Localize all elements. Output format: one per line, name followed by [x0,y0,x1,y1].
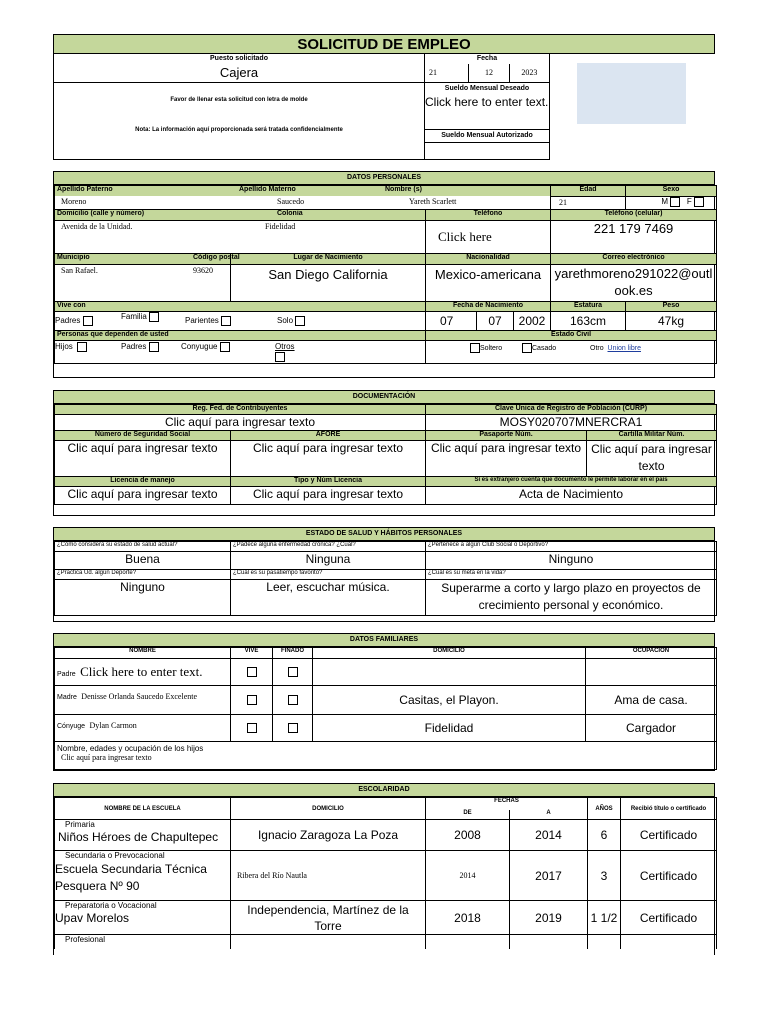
vive-options [55,311,426,330]
col-edu-domicilio: DOMICILIO [231,798,426,820]
col-anios: AÑOS [588,798,621,820]
civil-options [426,340,717,363]
health-q1: ¿Cómo considera su estado de salud actual? [55,542,231,552]
family-row-conyuge [55,715,717,742]
civil-label: Estado Civil [426,330,717,340]
correo-label: Correo electrónico [551,253,717,264]
vive-solo-checkbox[interactable] [295,316,305,326]
health-q6: ¿Cuál es su meta en la vida? [426,570,717,580]
fnac-label: Fecha de Nacimiento [426,301,551,311]
cp-label: Código postal [193,253,240,261]
domicilio-value[interactable]: Avenida de la Unidad. [61,221,133,231]
vive-label: Vive con [55,301,426,311]
madre-value[interactable]: Denisse Orlanda Saucedo Excelente [81,692,198,701]
sueldo-autorizado-label: Sueldo Mensual Autorizado [425,130,549,143]
celular-value[interactable]: 221 179 7469 [551,220,717,253]
edu-de-value[interactable]: 2018 [426,901,510,935]
vive-solo-label: Solo [277,315,294,325]
peso-label: Peso [626,301,717,311]
edu-de-value[interactable]: 2014 [426,851,510,901]
edu-anios-value[interactable] [588,935,621,949]
nivel-label: Profesional [65,935,106,944]
nombre-label: Nombre (s) [385,186,422,193]
health-q2: ¿Padece alguna enfermedad crónica? ¿Cuál? [231,542,426,552]
edu-titulo-value[interactable] [621,935,717,949]
nombre-value[interactable]: Yareth Scarlett [409,197,457,206]
fnac-anio[interactable]: 2002 [518,313,546,328]
dependen-options [55,340,426,363]
conyuge-label: Cónyuge [57,723,86,730]
health-q3: ¿Pertenece a algún Club Social o Deportivo? [426,542,717,552]
health-q4: ¿Practica Ud. algún Deporte? [55,570,231,580]
col-finado: FINADO [273,648,313,659]
vive-padres-label: Padres [55,315,81,325]
nacionalidad-value[interactable]: Mexico-americana [426,264,551,301]
padre-finado-checkbox[interactable] [288,667,298,677]
licencia-label: Licencia de manejo [55,477,231,487]
health-a6[interactable]: Superarme a corto y largo plazo en proyectos de crecimiento personal y económico. [426,580,717,616]
sexo-f-label: F [686,196,692,206]
edad-value[interactable]: 21 [551,196,626,209]
col-fechas: FECHAS [426,798,588,810]
instructions-text: Favor de llenar esta solicitud con letra de molde [170,97,308,103]
escuela-value[interactable]: Escuela Secundaria Técnica Pesquera Nº 90 [55,862,207,893]
edu-row-secundaria [55,851,717,901]
col-domicilio: DOMICILIO [313,648,586,659]
municipio-value[interactable]: San Rafael. [61,265,98,275]
tipo-licencia-label: Tipo y Núm Licencia [231,477,426,487]
conyuge-value[interactable]: Dylan Carmon [89,721,137,730]
cartilla-value[interactable]: Clic aquí para ingresar texto [587,441,717,477]
col-nombre: NOMBRE [55,648,231,659]
sexo-f-checkbox[interactable] [694,197,704,207]
tipo-licencia-value[interactable]: Clic aquí para ingresar texto [231,487,426,505]
nacionalidad-label: Nacionalidad [426,253,551,264]
madre-label: Madre [57,694,77,701]
madre-ocupacion[interactable]: Ama de casa. [586,686,717,715]
dep-padres-label: Padres [121,341,147,351]
family-section [53,633,715,771]
conyuge-finado-checkbox[interactable] [288,723,298,733]
header-left-block [53,54,425,160]
nivel-label: Preparatoria o Vocacional [65,901,157,910]
health-section [53,527,715,622]
education-section [53,783,715,955]
dep-hijos-checkbox[interactable] [77,342,87,352]
nss-value[interactable]: Clic aquí para ingresar texto [55,441,231,477]
cp-value[interactable]: 93620 [193,265,213,275]
edu-de-value[interactable]: 2008 [426,820,510,851]
personal-data-section [53,171,715,378]
domicilio-label: Domicilio (calle y número) [57,209,145,217]
dep-otros-label: Otros [275,341,295,351]
health-a3[interactable]: Ninguno [426,552,717,570]
colonia-value[interactable]: Fidelidad [265,221,296,231]
edu-de-value[interactable] [426,935,510,949]
header-section [53,34,715,160]
dependen-label: Personas que dependen de usted [55,330,426,340]
padre-ocupacion[interactable] [586,659,717,686]
colonia-label: Colonia [277,209,303,217]
civil-soltero-label: Soltero [480,344,503,352]
family-row-madre [55,686,717,715]
domicilio-labels [55,209,426,220]
hijos-value[interactable]: Clic aquí para ingresar texto [61,753,152,762]
curp-value[interactable]: MOSY020707MNERCRA1 [426,415,717,431]
peso-value[interactable]: 47kg [626,311,717,330]
padre-domicilio[interactable] [313,659,586,686]
padre-value[interactable]: Click here to enter text. [80,664,203,679]
escuela-value[interactable]: Niños Héroes de Chapultepec [58,830,219,844]
afore-value[interactable]: Clic aquí para ingresar texto [231,441,426,477]
col-titulo: Recibió título o certificado [621,798,717,820]
vive-parientes-checkbox[interactable] [221,316,231,326]
education-title: ESCOLARIDAD [54,784,714,797]
civil-union-value[interactable]: Union libre [607,344,641,352]
nivel-label: Primaria [65,820,95,829]
col-a: A [510,810,588,820]
fecha-row [425,64,549,83]
family-row-hijos [55,742,717,770]
names-labels [55,186,551,197]
vive-padres-checkbox[interactable] [83,316,93,326]
escuela-value[interactable]: Upav Morelos [55,911,130,925]
col-escuela: NOMBRE DE LA ESCUELA [55,798,231,820]
edad-label: Edad [551,186,626,197]
apellido-materno-label: Apellido Materno [239,186,296,193]
civil-casado-checkbox[interactable] [522,343,532,353]
apellido-paterno-label: Apellido Paterno [57,186,113,193]
col-vive: VIVE [231,648,273,659]
padre-label: Padre [57,671,76,678]
extranjero-value[interactable]: Acta de Nacimiento [426,487,717,505]
edu-titulo-value[interactable]: Certificado [621,820,717,851]
domicilio-values [55,220,426,253]
nss-label: Número de Seguridad Social [55,431,231,441]
personal-data-title: DATOS PERSONALES [54,172,714,185]
telefono-value[interactable]: Click here [426,220,551,253]
vive-familia-label: Familia [121,311,147,321]
fnac-values [426,311,551,330]
conyuge-ocupacion[interactable]: Cargador [586,715,717,742]
dep-padres-checkbox[interactable] [149,342,159,352]
municipio-labels [55,253,240,264]
fecha-dia[interactable]: 21 [425,64,469,82]
health-a1[interactable]: Buena [55,552,231,570]
sexo-m-checkbox[interactable] [670,197,680,207]
correo-value[interactable]: yarethmoreno291022@outlook.es [551,264,717,301]
family-row-padre [55,659,717,686]
padre-vive-checkbox[interactable] [247,667,257,677]
madre-finado-checkbox[interactable] [288,695,298,705]
page-title: SOLICITUD DE EMPLEO [53,34,715,54]
edu-row-profesional [55,935,717,949]
documentation-title: DOCUMENTACIÓN [54,391,714,404]
estatura-label: Estatura [551,301,626,311]
curp-label: Clave Única de Registro de Población (CURP) [426,405,717,415]
fecha-mes[interactable]: 12 [469,64,509,82]
extranjero-label: Si es extranjero cuenta que documento le permite laborar en el país [426,477,717,487]
photo-box [577,63,686,124]
civil-casado-label: Casado [532,344,557,352]
edu-domicilio-value[interactable]: Ignacio Zaragoza La Poza [231,820,426,851]
madre-vive-checkbox[interactable] [247,695,257,705]
sueldo-deseado-label: Sueldo Mensual Deseado [444,85,530,92]
edu-anios-value[interactable]: 6 [588,820,621,851]
edu-anios-value[interactable]: 1 1/2 [588,901,621,935]
dep-hijos-label: Hijos [55,341,73,351]
pasaporte-label: Pasaporte Núm. [426,431,587,441]
conyuge-domicilio[interactable]: Fidelidad [313,715,586,742]
fecha-label: Fecha [476,55,498,62]
sueldo-deseado-value[interactable]: Click here to enter text. [425,94,549,130]
fnac-mes[interactable]: 07 [477,312,514,330]
names-values [55,196,551,209]
sexo-label: Sexo [626,186,717,197]
pasaporte-value[interactable]: Clic aquí para ingresar texto [426,441,587,477]
health-a2[interactable]: Ninguna [231,552,426,570]
fnac-dia[interactable]: 07 [426,312,477,330]
documentation-section [53,390,715,516]
health-q5: ¿Cuál es su pasatiempo favorito? [231,570,426,580]
health-a4[interactable]: Ninguno [55,580,231,616]
municipio-values [55,264,231,301]
apellido-materno-value[interactable]: Saucedo [277,197,305,206]
col-de: DE [426,810,510,820]
afore-label: AFORE [231,431,426,441]
header-right-block [424,54,550,160]
edu-titulo-value[interactable]: Certificado [621,901,717,935]
dep-conyugue-checkbox[interactable] [220,342,230,352]
cartilla-label: Cartilla Militar Núm. [587,431,717,441]
edu-a-value[interactable] [510,935,588,949]
licencia-value[interactable]: Clic aquí para ingresar texto [55,487,231,505]
health-title: ESTADO DE SALUD Y HÁBITOS PERSONALES [54,528,714,541]
madre-domicilio[interactable]: Casitas, el Playon. [313,686,586,715]
rfc-value[interactable]: Clic aquí para ingresar texto [55,415,426,431]
edu-a-value[interactable]: 2019 [510,901,588,935]
telefono-label: Teléfono [426,209,551,220]
health-a5[interactable]: Leer, escuchar música. [231,580,426,616]
puesto-label: Puesto solicitado [210,55,268,62]
dep-conyugue-label: Conyugue [181,341,218,351]
puesto-value[interactable]: Cajera [54,64,424,83]
vive-parientes-label: Parientes [185,315,219,325]
estatura-value[interactable]: 163cm [551,311,626,330]
conyuge-vive-checkbox[interactable] [247,723,257,733]
confidential-note: Nota: La información aquí proporcionada será tratada confidencialmente [135,127,343,133]
civil-otro-label: Otro [590,344,604,352]
edu-a-value[interactable]: 2017 [510,851,588,901]
dep-otros-checkbox[interactable] [275,352,285,362]
edu-domicilio-value[interactable] [231,935,426,949]
edu-anios-value[interactable]: 3 [588,851,621,901]
fecha-anio[interactable]: 2023 [521,68,538,77]
rfc-label: Reg. Fed. de Contribuyentes [55,405,426,415]
apellido-paterno-value[interactable]: Moreno [61,197,87,206]
sexo-m-label: M [661,196,668,206]
nivel-label: Secundaria o Prevocacional [65,851,165,860]
vive-familia-checkbox[interactable] [149,312,159,322]
family-title: DATOS FAMILIARES [54,634,714,647]
edu-row-preparatoria [55,901,717,935]
col-ocupacion: OCUPACIÓN [586,648,717,659]
lugar-value[interactable]: San Diego California [231,264,426,301]
edu-domicilio-value[interactable]: Independencia, Martínez de la Torre [231,901,426,935]
municipio-label: Municipio [57,253,90,261]
hijos-label: Nombre, edades y ocupación de los hijos [57,744,204,753]
edu-a-value[interactable]: 2014 [510,820,588,851]
edu-domicilio-value[interactable]: Ribera del Río Nautla [231,851,426,901]
edu-row-primaria [55,820,717,851]
edu-titulo-value[interactable]: Certificado [621,851,717,901]
civil-soltero-checkbox[interactable] [470,343,480,353]
sexo-options [626,196,717,209]
celular-label: Teléfono (celular) [551,209,717,220]
lugar-label: Lugar de Nacimiento [231,253,426,264]
